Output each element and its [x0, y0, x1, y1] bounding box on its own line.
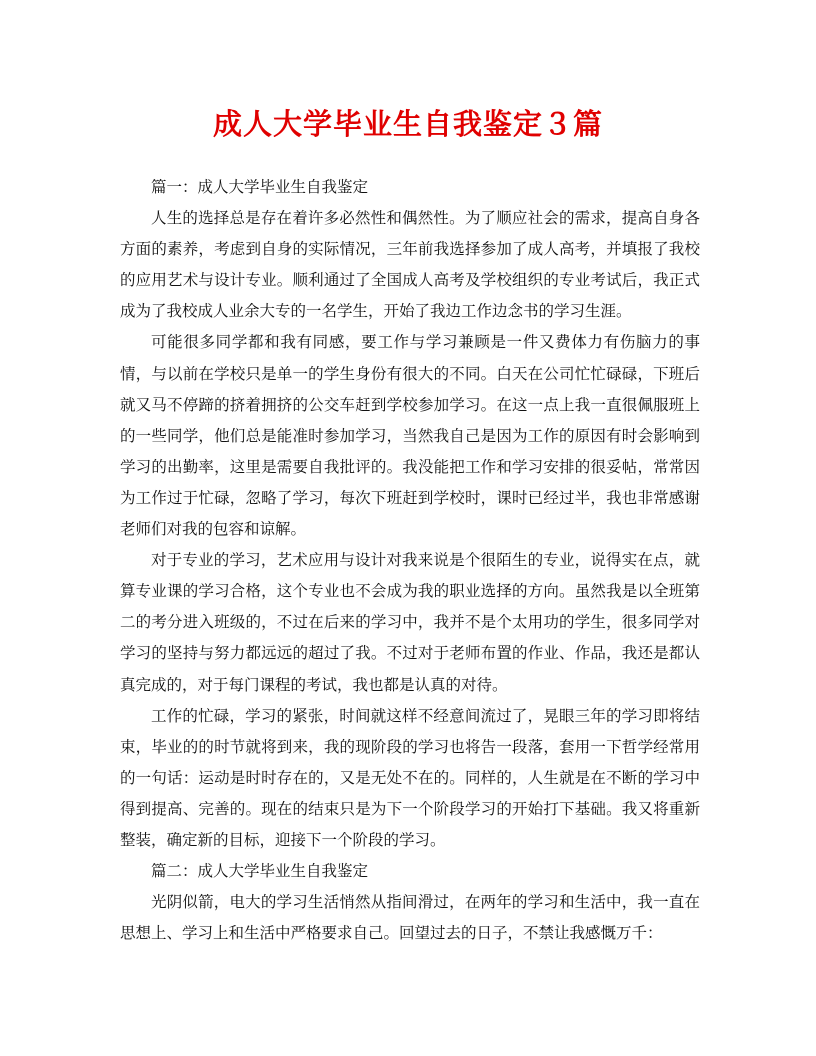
paragraph: 可能很多同学都和我有同感，要工作与学习兼顾是一件又费体力有伤脑力的事情，与以前在学校只是单一的学生身份有很大的不同。白天在公司忙忙碌碌，下班后就又马不停蹄的挤着拥挤的公交车赶到学校参加学习。在这一点上我一直很佩服班上的一些同学，他们总是能准时参加学习，当然我自己是因为工作的原因有时会影响到学习的出勤率，这里是需要自我批评的。我没能把工作和学习安排的很妥帖，常常因为工作过于忙碌，忽略了学习，每次下班赶到学校时，课时已经过半，我也非常感谢老师们对我的包容和谅解。 — [120, 333, 700, 539]
paragraph: 光阴似箭，电大的学习生活悄然从指间滑过，在两年的学习和生活中，我一直在思想上、学习上和生活中严格要求自己。回望过去的日子，不禁让我感慨万千： — [120, 893, 700, 943]
section-heading: 篇一：成人大学毕业生自我鉴定 — [151, 178, 369, 196]
paragraph: 工作的忙碌，学习的紧张，时间就这样不经意间流过了，晃眼三年的学习即将结束，毕业的的时节就将到来，我的现阶段的学习也将告一段落，套用一下哲学经常用的一句话：运动是时时存在的，又是无处不在的。同样的，人生就是在不断的学习中得到提高、完善的。现在的结束只是为下一个阶段学习的开始打下基础。我又将重新整装，确定新的目标，迎接下一个阶段的学习。 — [120, 706, 700, 849]
document-body — [120, 172, 700, 949]
paragraph: 对于专业的学习，艺术应用与设计对我来说是个很陌生的专业，说得实在点，就算专业课的学习合格，这个专业也不会成为我的职业选择的方向。虽然我是以全班第二的考分进入班级的，不过在后来的学习中，我并不是个太用功的学生，很多同学对学习的坚持与努力都远远的超过了我。不过对于老师布置的作业、作品，我还是都认真完成的，对于每门课程的考试，我也都是认真的对待。 — [120, 551, 700, 694]
document-title: 成人大学毕业生自我鉴定３篇 — [212, 107, 603, 141]
paragraph: 人生的选择总是存在着许多必然性和偶然性。为了顺应社会的需求，提高自身各方面的素养，考虑到自身的实际情况，三年前我选择参加了成人高考，并填报了我校的应用艺术与设计专业。顺利通过了全国成人高考及学校组织的专业考试后，我正式成为了我校成人业余大专的一名学生，开始了我边工作边念书的学习生涯。 — [120, 209, 700, 321]
section-heading: 篇二：成人大学毕业生自我鉴定 — [151, 862, 369, 881]
